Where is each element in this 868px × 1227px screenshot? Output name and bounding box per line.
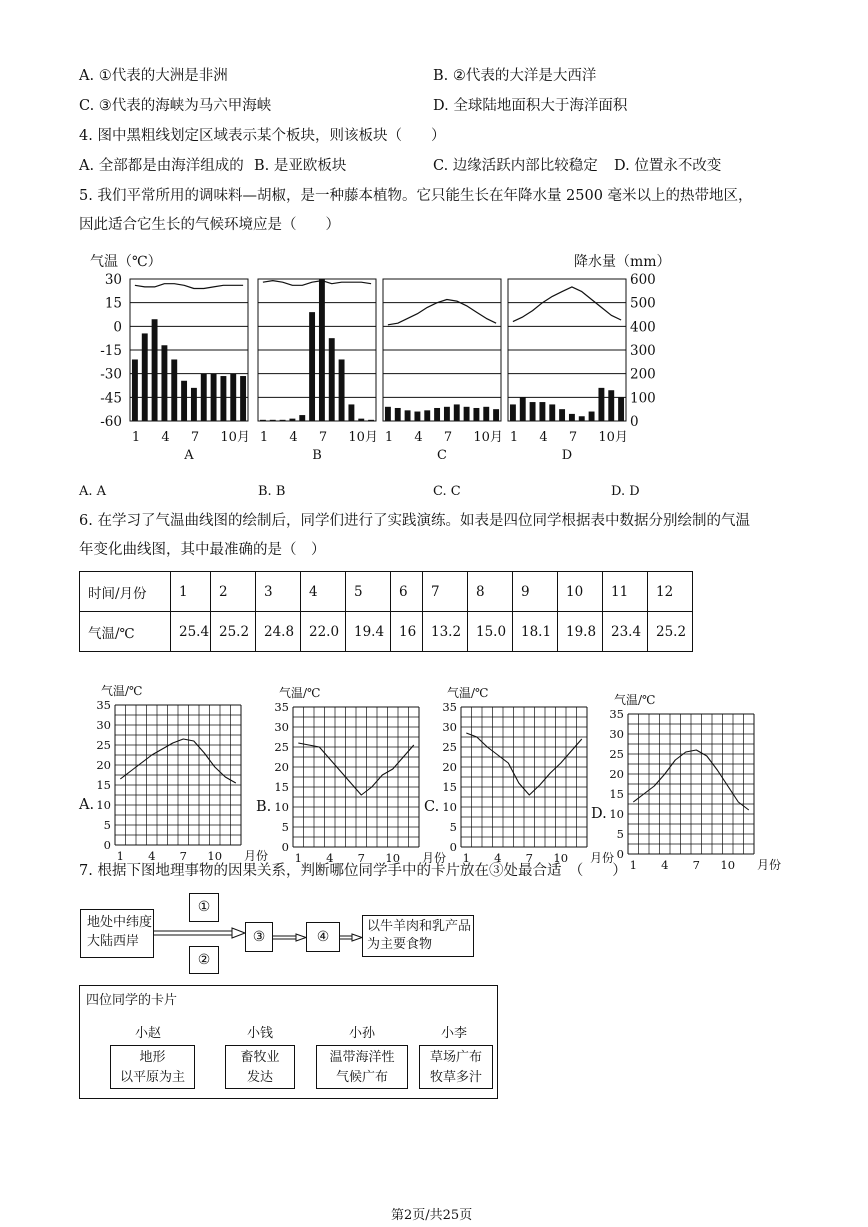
graph-y-tick: 5 (616, 827, 624, 841)
page-footer: 第2页/共25页 (391, 1208, 473, 1223)
graph-x-tick: 4 (494, 851, 502, 865)
card-text-line1: 温带海洋性 (329, 1050, 395, 1065)
graph-y-tick: 10 (96, 798, 111, 812)
card-owner-name: 小孙 (349, 1026, 376, 1041)
graph-y-title: 气温/℃ (279, 686, 321, 700)
table-cell: 9 (513, 572, 558, 612)
card-text-line2: 以平原为主 (119, 1070, 185, 1086)
graph-y-tick: 0 (103, 838, 111, 852)
table-cell: 6 (391, 572, 423, 612)
graph-y-tick: 30 (96, 718, 111, 732)
graph-y-tick: 30 (274, 720, 289, 734)
q4-option-c: C. 边缘活跃内部比较稳定 (433, 158, 598, 174)
flow-end-box (362, 915, 474, 957)
student-card (110, 1045, 195, 1089)
graph-y-tick: 0 (616, 847, 624, 861)
q5-stem-line1: 5. 我们平常所用的调味料—胡椒，是一种藤本植物。它只能生长在年降水量 2500 毫米以上的热带地区， (79, 188, 753, 204)
graph-y-tick: 5 (449, 820, 457, 834)
panel-label: D (561, 448, 573, 463)
graph-y-tick: 15 (609, 787, 624, 801)
month-tick-label: 4 (289, 430, 298, 445)
q7-stem: 7. 根据下图地理事物的因果关系，判断哪位同学手中的卡片放在③处最合适 （ ） (79, 863, 627, 879)
flow-start-line1: 地处中纬度 (87, 915, 153, 930)
graph-y-tick: 20 (96, 758, 111, 772)
flow-node-3: ③ (245, 922, 273, 952)
graph-y-tick: 20 (442, 760, 457, 774)
q6-stem-line2: 年变化曲线图，其中最准确的是（ ） (79, 542, 326, 558)
precip-tick-label: 200 (630, 366, 656, 383)
q4-option-a: A. 全部都是由海洋组成的 (79, 158, 244, 174)
table-cell: 4 (301, 572, 346, 612)
graph-x-tick: 1 (294, 851, 302, 865)
graph-x-tick: 1 (629, 858, 637, 872)
graph-x-tick: 7 (525, 851, 533, 865)
q5-stem-line2: 因此适合它生长的气候环境应是（ ） (79, 217, 340, 233)
month-tick-label: 1 (509, 430, 519, 445)
card-owner-name: 小赵 (135, 1026, 162, 1041)
table-cell: 10 (558, 572, 603, 612)
precip-tick-label: 600 (630, 272, 656, 288)
panel-label: A (184, 448, 194, 463)
graph-y-tick: 25 (274, 740, 289, 754)
table-cell: 8 (468, 572, 513, 612)
graph-y-title: 气温/℃ (614, 693, 656, 707)
q4-option-b: B. 是亚欧板块 (254, 158, 347, 174)
cards-title: 四位同学的卡片 (86, 993, 178, 1008)
flow-arrow-head (296, 934, 306, 941)
graph-x-tick: 10 (385, 851, 401, 865)
q5-option-d: D. D (611, 484, 640, 499)
student-card (316, 1045, 408, 1089)
graph-x-title: 月份 (590, 851, 615, 865)
table-cell: 5 (346, 572, 391, 612)
student-card (225, 1045, 295, 1089)
q3-option-d: D. 全球陆地面积大于海洋面积 (433, 98, 628, 114)
q3-option-c: C. ③代表的海峡为马六甲海峡 (79, 98, 272, 114)
table-cell: 22.0 (301, 612, 346, 652)
graph-x-title: 月份 (757, 858, 782, 872)
flow-arrow-head (352, 934, 362, 941)
precip-tick-label: 400 (630, 319, 656, 336)
q5-option-b: B. B (258, 484, 286, 499)
precip-tick-label: 100 (630, 390, 656, 407)
temp-tick-label: -15 (100, 343, 122, 359)
q3-option-a: A. ①代表的大洲是非洲 (79, 68, 228, 84)
graph-option-label: A. (79, 797, 95, 813)
flow-arrow-head (232, 928, 245, 938)
graph-y-tick: 5 (281, 820, 289, 834)
flow-node-4: ④ (306, 922, 340, 952)
month-tick-label: 4 (161, 430, 170, 445)
card-text-line1: 地形 (139, 1050, 166, 1065)
temp-axis-title: 气温（℃） (90, 254, 162, 270)
graph-y-tick: 35 (609, 707, 624, 721)
month-tick-label: 10月 (220, 430, 250, 445)
graph-x-tick: 7 (357, 851, 365, 865)
table-row-label: 气温/℃ (80, 612, 171, 652)
graph-x-tick: 10 (207, 849, 223, 863)
graph-x-tick: 4 (326, 851, 334, 865)
graph-y-tick: 5 (103, 818, 111, 832)
table-cell: 23.4 (603, 612, 648, 652)
card-text-line2: 牧草多汁 (429, 1070, 482, 1086)
graph-y-tick: 25 (609, 747, 624, 761)
card-text-line2: 气候广布 (335, 1070, 388, 1086)
graph-y-title: 气温/℃ (447, 686, 489, 700)
card-text-line1: 草场广布 (429, 1050, 482, 1065)
temp-tick-label: -45 (100, 390, 122, 407)
temp-tick-label: 30 (104, 272, 122, 288)
student-card (419, 1045, 493, 1089)
card-text-line1: 畜牧业 (240, 1050, 280, 1065)
graph-x-tick: 10 (720, 858, 736, 872)
table-cell: 25.4 (171, 612, 211, 652)
flow-start-line2: 大陆西岸 (87, 933, 140, 949)
panel-label: C (437, 448, 447, 463)
graph-y-tick: 15 (96, 778, 111, 792)
graph-y-tick: 35 (96, 698, 111, 712)
flow-node-1: ① (189, 893, 219, 922)
month-tick-label: 10月 (473, 430, 503, 445)
table-cell: 11 (603, 572, 648, 612)
precip-axis-title: 降水量（mm） (574, 254, 671, 270)
table-cell: 2 (211, 572, 256, 612)
graph-x-tick: 7 (179, 849, 187, 863)
card-owner-name: 小钱 (247, 1026, 274, 1041)
month-tick-label: 4 (414, 430, 423, 445)
graph-y-tick: 10 (274, 800, 289, 814)
graph-y-tick: 0 (281, 840, 289, 854)
month-tick-label: 4 (539, 430, 548, 445)
month-tick-label: 7 (318, 430, 328, 445)
table-cell: 13.2 (423, 612, 468, 652)
flow-start-box (80, 909, 154, 958)
graph-y-tick: 15 (442, 780, 457, 794)
graph-y-tick: 20 (274, 760, 289, 774)
panel-label: B (312, 448, 322, 463)
card-text-line2: 发达 (246, 1070, 273, 1086)
graph-y-tick: 30 (442, 720, 457, 734)
graph-y-tick: 25 (442, 740, 457, 754)
graph-y-tick: 20 (609, 767, 624, 781)
graph-option-label: D. (591, 806, 607, 822)
table-cell: 16 (391, 612, 423, 652)
table-cell: 1 (171, 572, 211, 612)
precip-tick-label: 300 (630, 343, 656, 359)
table-cell: 7 (423, 572, 468, 612)
flow-end-line2: 为主要食物 (367, 936, 433, 952)
graph-x-tick: 10 (553, 851, 569, 865)
graph-x-title: 月份 (244, 849, 269, 863)
month-tick-label: 1 (259, 430, 269, 445)
graph-y-tick: 25 (96, 738, 111, 752)
graph-y-tick: 0 (449, 840, 457, 854)
table-cell: 25.2 (211, 612, 256, 652)
graph-x-tick: 7 (692, 858, 700, 872)
table-cell: 19.8 (558, 612, 603, 652)
q5-option-a: A. A (79, 484, 107, 499)
graph-y-tick: 15 (274, 780, 289, 794)
temp-tick-label: -60 (100, 414, 122, 430)
temp-tick-label: -30 (100, 366, 122, 383)
flow-end-line1: 以牛羊肉和乳产品 (367, 919, 472, 934)
graph-option-label: C. (424, 799, 440, 815)
graph-x-tick: 1 (116, 849, 124, 863)
month-tick-label: 1 (131, 430, 141, 445)
precip-tick-label: 0 (630, 414, 639, 430)
graph-x-tick: 1 (462, 851, 470, 865)
temp-tick-label: 15 (104, 295, 122, 312)
q6-stem-line1: 6. 在学习了气温曲线图的绘制后，同学们进行了实践演练。如表是四位同学根据表中数据分别绘制的气温 (79, 513, 750, 529)
graph-x-title: 月份 (422, 851, 447, 865)
month-tick-label: 7 (190, 430, 200, 445)
q5-option-c: C. C (433, 484, 461, 499)
graph-y-tick: 30 (609, 727, 624, 741)
graph-y-tick: 35 (442, 700, 457, 714)
temp-tick-label: 0 (113, 319, 122, 336)
graph-x-tick: 4 (661, 858, 669, 872)
table-cell: 15.0 (468, 612, 513, 652)
q4-stem: 4. 图中黑粗线划定区域表示某个板块，则该板块（ ） (79, 128, 446, 144)
table-cell: 18.1 (513, 612, 558, 652)
month-tick-label: 7 (443, 430, 453, 445)
table-cell: 3 (256, 572, 301, 612)
graph-x-tick: 4 (148, 849, 156, 863)
graph-y-tick: 10 (609, 807, 624, 821)
table-cell: 19.4 (346, 612, 391, 652)
q3-option-b: B. ②代表的大洋是大西洋 (433, 68, 597, 84)
graph-y-title: 气温/℃ (101, 684, 143, 698)
precip-tick-label: 500 (630, 295, 656, 312)
card-owner-name: 小李 (441, 1026, 468, 1041)
table-cell: 12 (648, 572, 693, 612)
graph-y-tick: 10 (442, 800, 457, 814)
graph-y-tick: 35 (274, 700, 289, 714)
month-tick-label: 10月 (348, 430, 378, 445)
table-header-label: 时间/月份 (80, 572, 171, 612)
month-tick-label: 1 (384, 430, 394, 445)
table-cell: 25.2 (648, 612, 693, 652)
graph-option-label: B. (256, 799, 272, 815)
month-tick-label: 7 (568, 430, 578, 445)
table-cell: 24.8 (256, 612, 301, 652)
month-tick-label: 10月 (598, 430, 628, 445)
flow-node-2: ② (189, 946, 219, 974)
q4-option-d: D. 位置永不改变 (614, 158, 722, 174)
